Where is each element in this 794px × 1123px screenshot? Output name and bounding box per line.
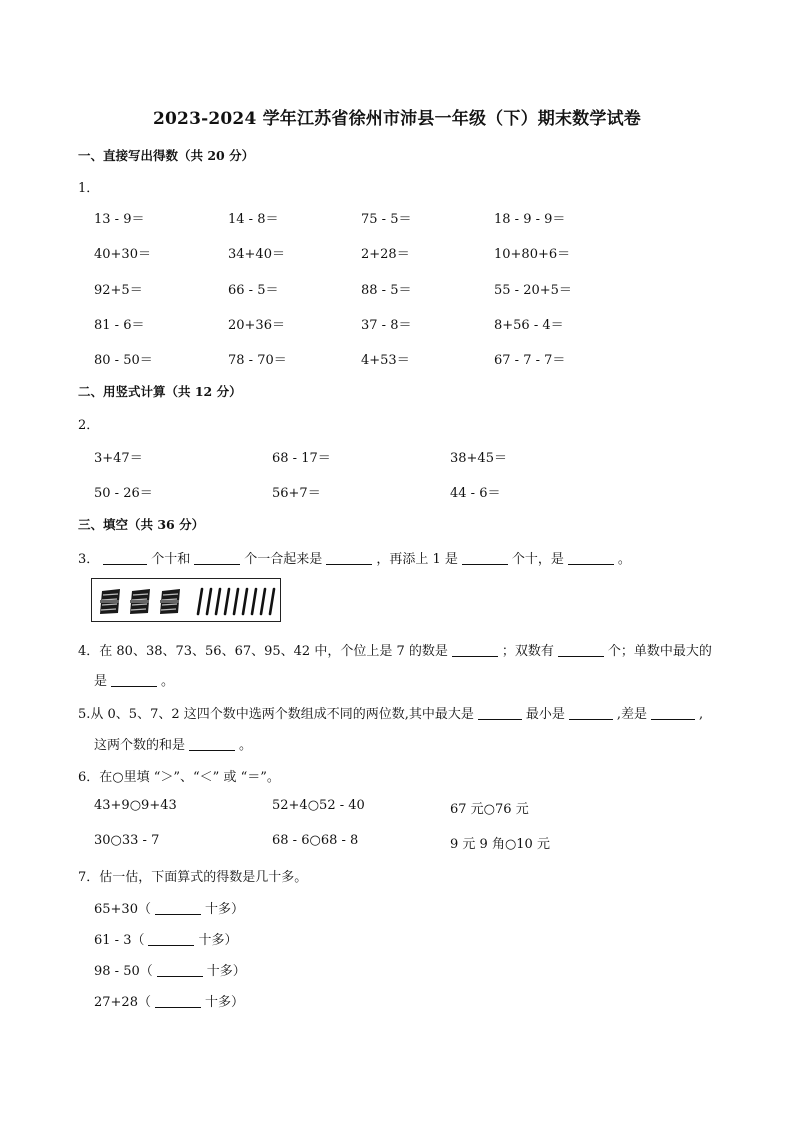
estimate-item: [94, 929, 238, 948]
calc-item: 34+40＝: [228, 247, 285, 262]
section-3-heading: 三、填空（共 36 分）: [78, 517, 205, 532]
answer-blank[interactable]: [558, 643, 604, 657]
question-text: 个十，是: [511, 552, 564, 567]
answer-blank[interactable]: [155, 901, 201, 915]
answer-blank[interactable]: [103, 551, 147, 565]
answer-blank[interactable]: [569, 706, 613, 720]
estimate-expression: 61 - 3（: [94, 933, 145, 948]
answer-blank[interactable]: [462, 551, 508, 565]
calc-item: 37 - 8＝: [361, 318, 412, 333]
question-3: [78, 548, 631, 567]
answer-blank[interactable]: [478, 706, 522, 720]
question-4-line-2: [94, 670, 174, 689]
question-text: ；双数有: [501, 644, 554, 659]
calc-item: 40+30＝: [94, 247, 151, 262]
question-text: ，再添上 1 是: [376, 552, 458, 567]
calc-item: 2+28＝: [361, 247, 410, 262]
calc-item: 20+36＝: [228, 318, 285, 333]
answer-blank[interactable]: [194, 551, 240, 565]
question-1-number: 1．: [78, 181, 100, 196]
calc-item: 80 - 50＝: [94, 353, 153, 368]
stick-bundle-icon: [160, 589, 180, 614]
question-text: 是: [94, 674, 108, 689]
question-text: 。: [161, 674, 175, 689]
vertical-calc-item: 50 - 26＝: [94, 486, 153, 501]
calc-item: 92+5＝: [94, 283, 143, 298]
calc-item: 14 - 8＝: [228, 212, 279, 227]
compare-item[interactable]: 30○33 - 7: [94, 833, 160, 848]
question-text: 。: [617, 552, 631, 567]
estimate-item: [94, 991, 244, 1010]
question-text: 5.从 0、5、7、2 这四个数中选两个数组成不同的两位数,其中最大是: [78, 707, 474, 722]
question-text: 。: [239, 738, 253, 753]
compare-item[interactable]: 43+9○9+43: [94, 798, 177, 813]
question-text: ,: [699, 707, 704, 722]
answer-blank[interactable]: [189, 737, 235, 751]
calc-item: 10+80+6＝: [494, 247, 571, 262]
calc-item: 55 - 20+5＝: [494, 283, 572, 298]
calc-item: 81 - 6＝: [94, 318, 145, 333]
page-title: 2023-2024 学年江苏省徐州市沛县一年级（下）期末数学试卷: [152, 109, 641, 129]
answer-blank[interactable]: [452, 643, 498, 657]
estimate-suffix: 十多）: [204, 902, 244, 917]
vertical-calc-item: 3+47＝: [94, 451, 143, 466]
estimate-suffix: 十多）: [198, 933, 238, 948]
compare-item[interactable]: 52+4○52 - 40: [272, 798, 365, 813]
question-text: 最小是: [525, 707, 565, 722]
vertical-calc-item: 44 - 6＝: [450, 486, 501, 501]
calc-item: 18 - 9 - 9＝: [494, 212, 566, 227]
stick-bundle-icon: [100, 589, 120, 614]
question-4-line-1: [78, 640, 712, 659]
sticks-drawing: [92, 579, 281, 622]
answer-blank[interactable]: [651, 706, 695, 720]
estimate-expression: 98 - 50（: [94, 964, 153, 979]
estimate-item: [94, 898, 244, 917]
question-2-number: 2．: [78, 418, 100, 433]
question-text: 个；单数中最大的: [607, 644, 712, 659]
compare-item[interactable]: 9 元 9 角○10 元: [450, 837, 550, 852]
vertical-calc-item: 68 - 17＝: [272, 451, 331, 466]
estimate-expression: 65+30（: [94, 902, 151, 917]
question-7-stem: 7．估一估，下面算式的得数是几十多。: [78, 870, 308, 885]
estimate-expression: 27+28（: [94, 995, 151, 1010]
vertical-calc-item: 56+7＝: [272, 486, 321, 501]
question-5-line-1: [78, 703, 703, 722]
answer-blank[interactable]: [326, 551, 372, 565]
question-text: ,差是: [616, 707, 648, 722]
calc-item: 66 - 5＝: [228, 283, 279, 298]
estimate-item: [94, 960, 246, 979]
compare-item[interactable]: 67 元○76 元: [450, 802, 529, 817]
answer-blank[interactable]: [111, 673, 157, 687]
answer-blank[interactable]: [148, 932, 194, 946]
calc-item: 8+56 - 4＝: [494, 318, 564, 333]
question-5-line-2: [94, 734, 252, 753]
stick-bundle-icon: [130, 589, 150, 614]
calc-item: 13 - 9＝: [94, 212, 145, 227]
answer-blank[interactable]: [568, 551, 614, 565]
question-3-number: 3．: [78, 552, 100, 567]
question-text: 个一合起来是: [244, 552, 323, 567]
question-text: 这两个数的和是: [94, 738, 186, 753]
calc-item: 67 - 7 - 7＝: [494, 353, 566, 368]
loose-sticks-icon: [198, 589, 274, 614]
calc-item: 78 - 70＝: [228, 353, 287, 368]
section-1-heading: 一、直接写出得数（共 20 分）: [78, 148, 255, 163]
vertical-calc-item: 38+45＝: [450, 451, 507, 466]
estimate-suffix: 十多）: [204, 995, 244, 1010]
question-text: 4．在 80、38、73、56、67、95、42 中，个位上是 7 的数是: [78, 644, 448, 659]
section-2-heading: 二、用竖式计算（共 12 分）: [78, 384, 242, 399]
calc-item: 4+53＝: [361, 353, 410, 368]
estimate-suffix: 十多）: [206, 964, 246, 979]
calc-item: 75 - 5＝: [361, 212, 412, 227]
answer-blank[interactable]: [157, 963, 203, 977]
question-text: 个十和: [151, 552, 191, 567]
answer-blank[interactable]: [155, 994, 201, 1008]
compare-item[interactable]: 68 - 6○68 - 8: [272, 833, 359, 848]
calc-item: 88 - 5＝: [361, 283, 412, 298]
question-6-stem: 6．在○里填 “＞”、“＜” 或 “＝”。: [78, 770, 280, 785]
counting-sticks-image: [91, 578, 281, 622]
